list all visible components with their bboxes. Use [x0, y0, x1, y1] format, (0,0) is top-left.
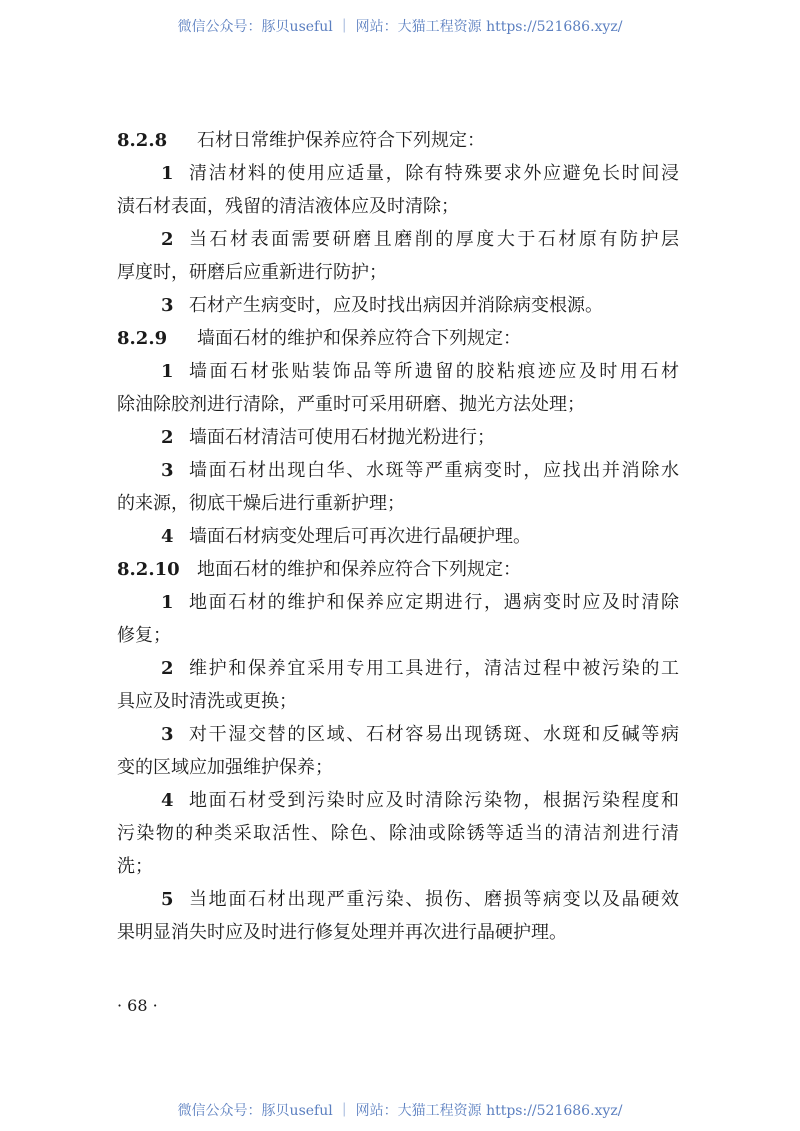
clause-item	[117, 355, 679, 421]
clause-item	[117, 586, 679, 652]
item-number: 3	[161, 460, 174, 481]
line-text: 变的区域应加强维护保养；	[117, 757, 333, 778]
item-number: 4	[161, 790, 174, 811]
text-line	[117, 190, 679, 223]
clause-item	[117, 652, 679, 718]
line-text: 渍石材表面，残留的清洁液体应及时清除；	[117, 196, 459, 217]
clause-item	[117, 289, 679, 322]
clause-item	[117, 520, 679, 553]
clause-item	[117, 157, 679, 223]
text-line	[117, 784, 679, 817]
clause-item	[117, 784, 679, 883]
clause-heading	[117, 322, 679, 355]
clause-number: 8.2.8	[117, 130, 168, 151]
watermark-header: 微信公众号：豚贝useful ｜ 网站：大猫工程资源 https://521686.xyz/	[177, 19, 623, 35]
line-text: 果明显消失时应及时进行修复处理并再次进行晶硬护理。	[117, 922, 567, 943]
line-text: 地面石材的维护和保养应符合下列规定：	[197, 559, 521, 580]
text-line	[117, 355, 679, 388]
text-line	[117, 454, 679, 487]
item-number: 1	[161, 361, 174, 382]
item-number: 4	[161, 526, 174, 547]
text-line	[117, 157, 679, 190]
clause-number: 8.2.10	[117, 559, 180, 580]
clause-heading	[117, 124, 679, 157]
line-text: 墙面石材的维护和保养应符合下列规定：	[197, 328, 521, 349]
text-line	[117, 850, 679, 883]
line-text: 厚度时，研磨后应重新进行防护；	[117, 262, 387, 283]
text-line	[117, 256, 679, 289]
text-line	[117, 586, 679, 619]
clause-item	[117, 883, 679, 949]
clause-item	[117, 223, 679, 289]
line-text: 墙面石材清洁可使用石材抛光粉进行；	[189, 427, 495, 448]
line-text: 的来源，彻底干燥后进行重新护理；	[117, 493, 405, 514]
line-text: 石材产生病变时，应及时找出病因并消除病变根源。	[189, 295, 603, 316]
item-number: 2	[161, 229, 174, 250]
item-number: 1	[161, 592, 174, 613]
text-line	[117, 487, 679, 520]
text-line	[117, 322, 679, 355]
text-line	[117, 619, 679, 652]
text-line	[117, 520, 679, 553]
clause-heading	[117, 553, 679, 586]
page-number: · 68 ·	[117, 996, 158, 1015]
text-line	[117, 289, 679, 322]
text-line	[117, 388, 679, 421]
text-line	[117, 223, 679, 256]
clause-item	[117, 454, 679, 520]
text-line	[117, 124, 679, 157]
document-body	[117, 124, 679, 949]
line-text: 石材日常维护保养应符合下列规定：	[197, 130, 485, 151]
text-line	[117, 421, 679, 454]
line-text: 具应及时清洗或更换；	[117, 691, 297, 712]
line-text: 维护和保养宜采用专用工具进行，清洁过程中被污染的工	[189, 658, 679, 679]
line-text: 修复；	[117, 625, 171, 646]
line-text: 地面石材的维护和保养应定期进行，遇病变时应及时清除	[189, 592, 679, 613]
line-text: 洗；	[117, 856, 153, 877]
line-text: 地面石材受到污染时应及时清除污染物，根据污染程度和	[189, 790, 679, 811]
clause-item	[117, 421, 679, 454]
text-line	[117, 553, 679, 586]
text-line	[117, 916, 679, 949]
item-number: 5	[161, 889, 174, 910]
line-text: 墙面石材病变处理后可再次进行晶硬护理。	[189, 526, 531, 547]
line-text: 污染物的种类采取活性、除色、除油或除锈等适当的清洁剂进行清	[117, 823, 679, 844]
text-line	[117, 685, 679, 718]
item-number: 2	[161, 658, 174, 679]
line-text: 当地面石材出现严重污染、损伤、磨损等病变以及晶硬效	[189, 889, 679, 910]
item-number: 2	[161, 427, 174, 448]
line-text: 墙面石材张贴装饰品等所遗留的胶粘痕迹应及时用石材	[189, 361, 679, 382]
line-text: 除油除胶剂进行清除，严重时可采用研磨、抛光方法处理；	[117, 394, 585, 415]
text-line	[117, 718, 679, 751]
clause-number: 8.2.9	[117, 328, 168, 349]
watermark-footer: 微信公众号：豚贝useful ｜ 网站：大猫工程资源 https://521686.xyz/	[177, 1103, 623, 1119]
line-text: 清洁材料的使用应适量，除有特殊要求外应避免长时间浸	[189, 163, 679, 184]
text-line	[117, 883, 679, 916]
item-number: 3	[161, 724, 174, 745]
text-line	[117, 652, 679, 685]
clause-item	[117, 718, 679, 784]
line-text: 墙面石材出现白华、水斑等严重病变时，应找出并消除水	[189, 460, 679, 481]
item-number: 1	[161, 163, 174, 184]
line-text: 对干湿交替的区域、石材容易出现锈斑、水斑和反碱等病	[189, 724, 679, 745]
item-number: 3	[161, 295, 174, 316]
line-text: 当石材表面需要研磨且磨削的厚度大于石材原有防护层	[189, 229, 679, 250]
text-line	[117, 751, 679, 784]
text-line	[117, 817, 679, 850]
